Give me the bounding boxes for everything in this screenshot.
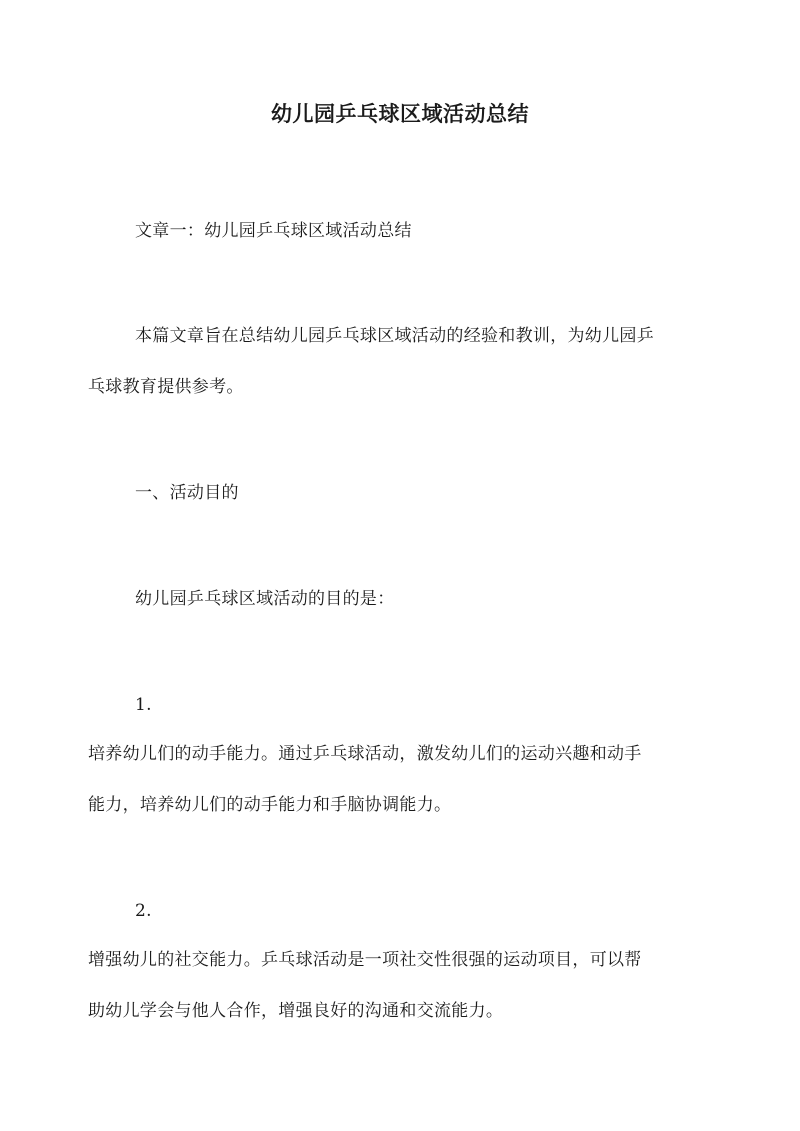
list-item-2-line-1: 增强幼儿的社交能力。乒乓球活动是一项社交性很强的运动项目，可以帮 [88, 950, 642, 970]
purpose-lead: 幼儿园乒乓球区域活动的目的是： [135, 589, 395, 609]
intro-line-2: 乓球教育提供参考。 [88, 377, 244, 397]
document-title: 幼儿园乒乓球区域活动总结 [271, 101, 529, 126]
article-label: 文章一：幼儿园乒乓球区域活动总结 [135, 221, 412, 241]
intro-line-1: 本篇文章旨在总结幼儿园乒乓球区域活动的经验和教训，为幼儿园乒 [135, 326, 654, 346]
section-heading-purpose: 一、活动目的 [135, 483, 239, 503]
list-item-number-1: 1. [135, 695, 152, 715]
list-item-2-line-2: 助幼儿学会与他人合作，增强良好的沟通和交流能力。 [88, 1001, 504, 1021]
list-item-1-line-2: 能力，培养幼儿们的动手能力和手脑协调能力。 [88, 795, 452, 815]
list-item-1-line-1: 培养幼儿们的动手能力。通过乒乓球活动，激发幼儿们的运动兴趣和动手 [88, 744, 642, 764]
list-item-number-2: 2. [135, 901, 152, 921]
